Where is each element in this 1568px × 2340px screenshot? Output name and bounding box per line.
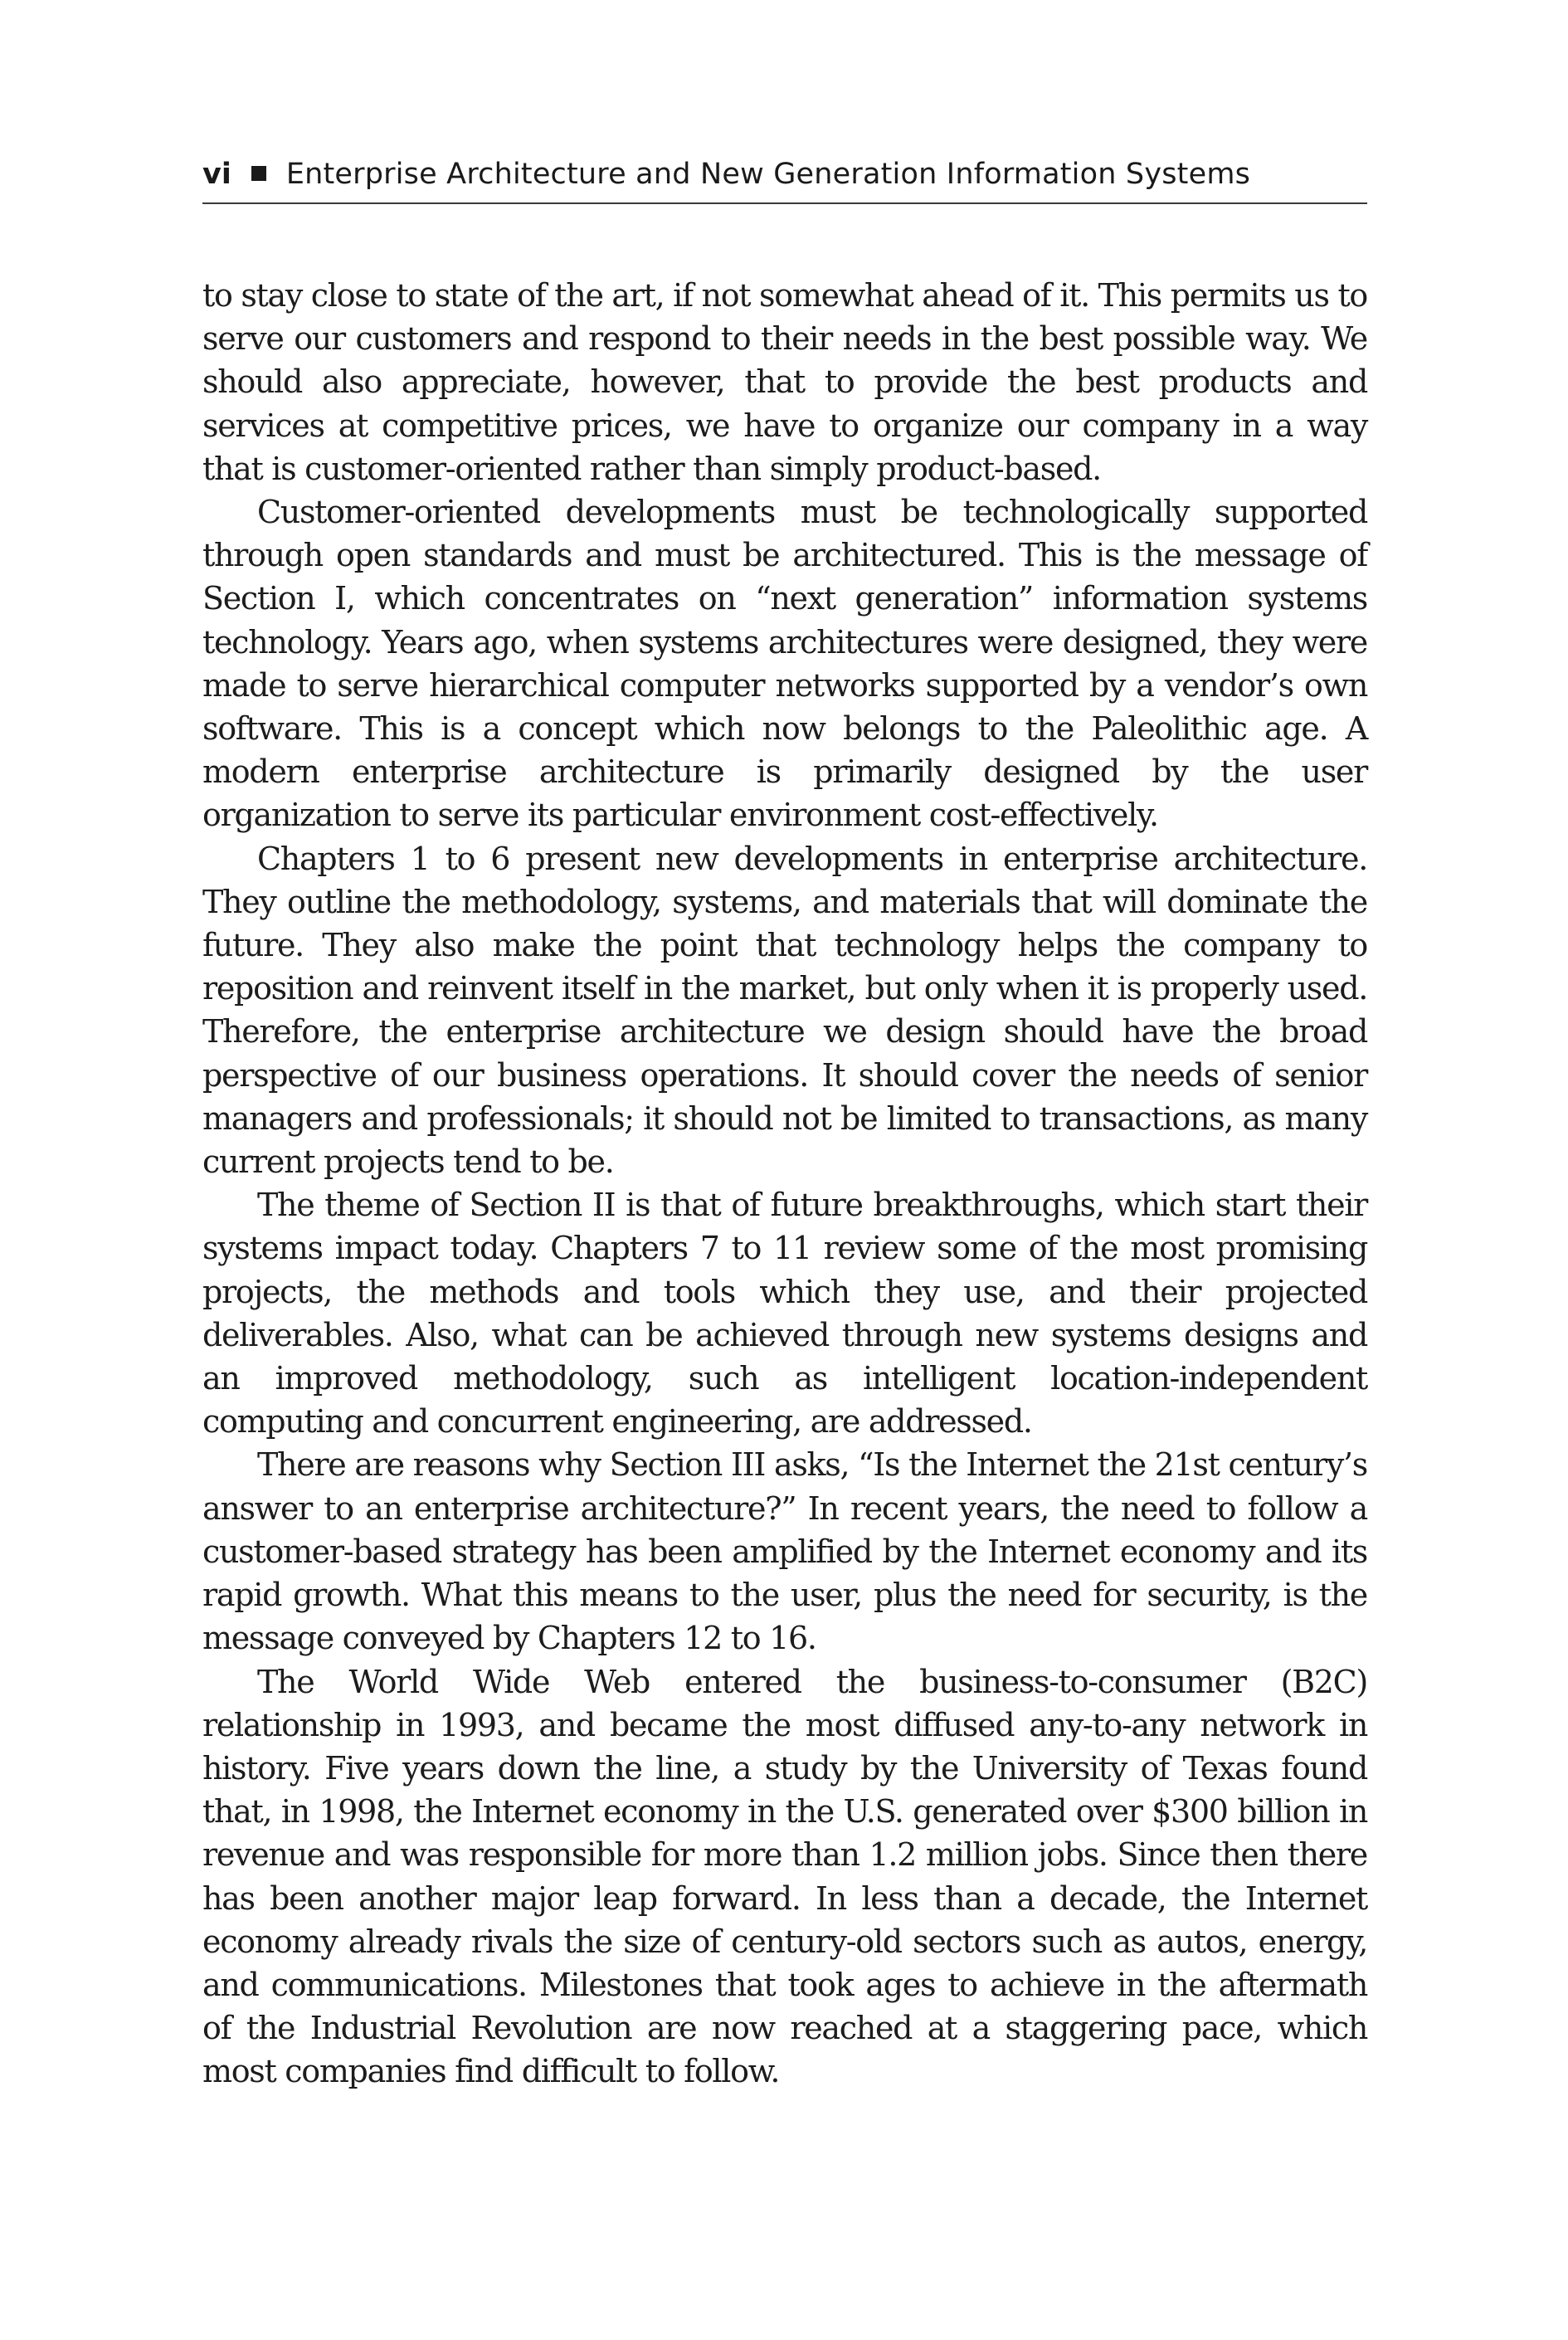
running-title: Enterprise Architecture and New Generation Information Systems bbox=[285, 158, 1251, 191]
book-page bbox=[202, 158, 1367, 2094]
black-square-icon bbox=[251, 166, 266, 181]
body-text bbox=[202, 274, 1367, 2094]
paragraph: There are reasons why Section III asks, “Is the Internet the 21st century’s answer to an enterprise architecture?” In recent years, the need to follow a customer-based strategy has been amplified by the Internet economy and its rapid growth. What this means to the user, plus the need for security, is the message conveyed by Chapters 12 to 16. bbox=[202, 1446, 1367, 1657]
paragraph: to stay close to state of the art, if not somewhat ahead of it. This permits us to serve our customers and respond to their needs in the best possible way. We should also appreciate, however, that to provide the best products and services at competitive prices, we have to organize our company in a way that is customer-oriented rather than simply product-based. bbox=[202, 277, 1368, 487]
paragraph: The theme of Section II is that of future breakthroughs, which start their systems impact today. Chapters 7 to 11 review some of the most promising projects, the methods and tools which they use, and their projected deliverables. Also, what can be achieved through new systems designs and an improved methodology, such as intelligent location-independent computing and concurrent engineering, are addressed. bbox=[202, 1187, 1367, 1441]
paragraph: Chapters 1 to 6 present new developments in enterprise architecture. They outline the methodology, systems, and materials that will dominate the future. They also make the point that technology helps the company to reposition and reinvent itself in the market, but only when it is properly used. Therefore, the enterprise architecture we design should have the broad perspective of our business operations. It should cover the needs of senior managers and professionals; it should not be limited to transactions, as many current projects tend to be. bbox=[202, 840, 1367, 1181]
running-header bbox=[202, 158, 1367, 204]
paragraph: The World Wide Web entered the business-to-consumer (B2C) relationship in 1993, and became the most diffused any-to-any network in history. Five years down the line, a study by the University of Texas found that, in 1998, the Internet economy in the U.S. generated over $300 billion in revenue and was responsible for more than 1.2 million jobs. Since then there has been another major leap forward. In less than a decade, the Internet economy already rivals the size of century-old sectors such as autos, energy, and communications. Milestones that took ages to achieve in the aftermath of the Industrial Revolution are now reached at a staggering pace, which most companies find difficult to follow. bbox=[202, 1663, 1367, 2090]
paragraph: Customer-oriented developments must be technologically supported through open standards and must be architectured. This is the message of Section I, which concentrates on “next generation” information systems technology. Years ago, when systems architectures were designed, they were made to serve hierarchical computer networks supported by a vendor’s own software. This is a concept which now belongs to the Paleolithic age. A modern enterprise architecture is primarily designed by the user organization to serve its particular environment cost-effectively. bbox=[202, 494, 1367, 834]
page-number: vi bbox=[202, 158, 231, 191]
